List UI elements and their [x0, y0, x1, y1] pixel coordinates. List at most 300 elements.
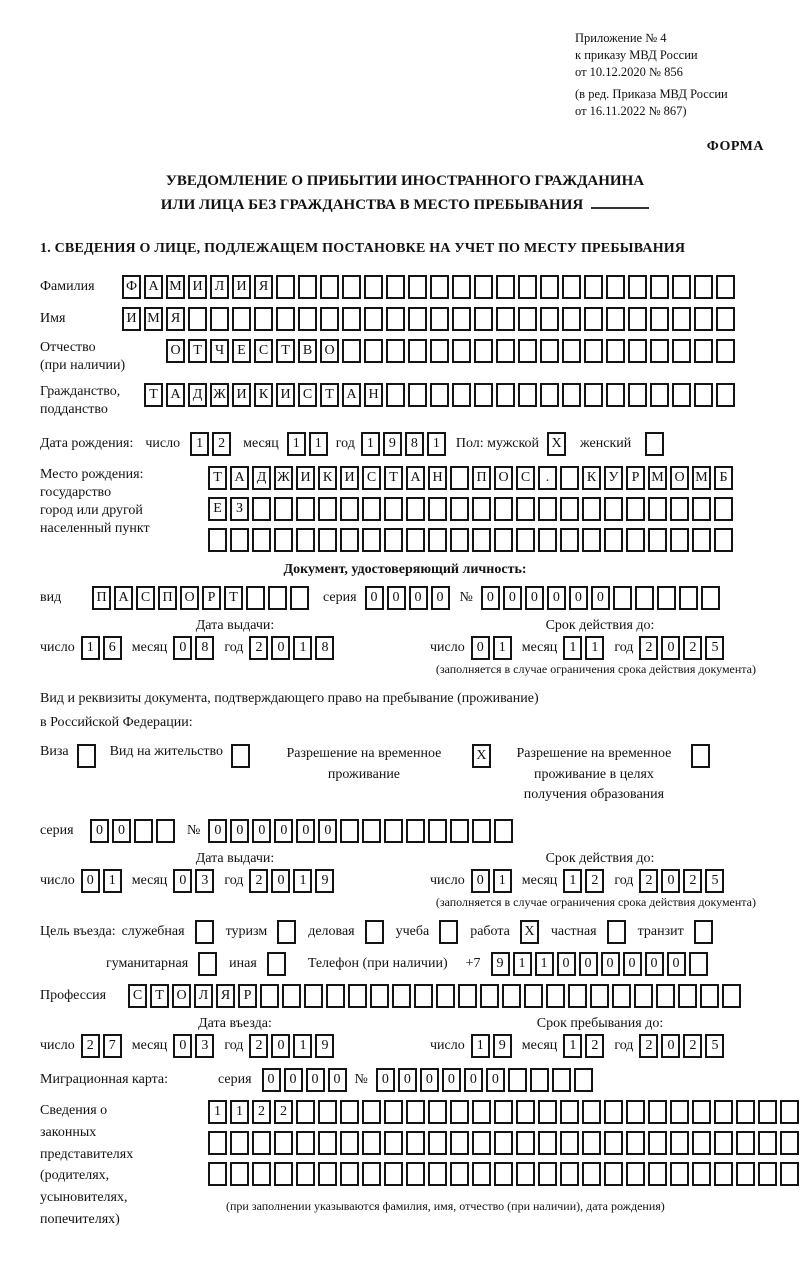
char-box: 1 [293, 636, 312, 660]
char-box [430, 383, 449, 407]
residence-permit-checkbox [231, 744, 250, 768]
char-box: 3 [195, 869, 214, 893]
char-box: 1 [563, 869, 582, 893]
char-box: З [230, 497, 249, 521]
char-box: 2 [639, 869, 658, 893]
char-box [362, 528, 381, 552]
char-box [562, 339, 581, 363]
char-box: О [172, 984, 191, 1008]
char-box: Т [188, 339, 207, 363]
day-label: число [145, 435, 181, 451]
char-box: Т [144, 383, 163, 407]
char-box: К [582, 466, 601, 490]
char-box [722, 984, 741, 1008]
sex-male-checkbox [547, 432, 566, 456]
char-box [298, 275, 317, 299]
char-box: П [472, 466, 491, 490]
identity-footnote: (заполняется в случае ограничения срока действия документа) [435, 661, 756, 676]
char-box [267, 952, 286, 976]
char-box [672, 383, 691, 407]
birth-place-rows [208, 466, 733, 558]
char-box [428, 1100, 447, 1124]
patronymic-note: (при наличии) [40, 358, 126, 374]
arrival-year-boxes [249, 1034, 334, 1058]
char-box: Р [202, 586, 221, 610]
issue-month-boxes [173, 636, 214, 660]
char-box [590, 984, 609, 1008]
char-box [276, 275, 295, 299]
char-box: 0 [557, 952, 576, 976]
issue-year-boxes [249, 636, 334, 660]
patronymic-label: Отчество (при наличии) [40, 339, 126, 374]
char-box: 9 [383, 432, 402, 456]
char-box [326, 984, 345, 1008]
char-box: С [298, 383, 317, 407]
field-birth-date [40, 432, 770, 456]
char-box: Т [320, 383, 339, 407]
char-box [560, 1100, 579, 1124]
field-birth-place [40, 466, 770, 558]
residence-expiry-year-boxes [639, 869, 724, 893]
char-box [672, 339, 691, 363]
char-box [670, 1162, 689, 1186]
char-box: 0 [271, 636, 290, 660]
char-box [780, 1162, 799, 1186]
field-surname [40, 275, 770, 299]
char-box [290, 586, 309, 610]
purpose-work-checkbox [520, 920, 539, 944]
identity-expiry-date: число 0 1 месяц 1 1 год 2 0 2 5 [430, 636, 734, 660]
char-box: 2 [683, 636, 702, 660]
identity-number-label: № [459, 589, 473, 605]
char-box [516, 1162, 535, 1186]
char-box: 0 [525, 586, 544, 610]
char-box [628, 307, 647, 331]
title-line-2: ИЛИ ЛИЦА БЕЗ ГРАЖДАНСТВА В МЕСТО ПРЕБЫВАНИЯ [40, 193, 770, 217]
char-box [208, 1162, 227, 1186]
char-box [540, 307, 559, 331]
char-box [606, 339, 625, 363]
issue-day-boxes [81, 636, 122, 660]
char-box [494, 1162, 513, 1186]
char-box [296, 528, 315, 552]
stay-heading: Срок пребывания до: [536, 1016, 664, 1032]
char-box: 0 [398, 1068, 417, 1092]
char-box: О [320, 339, 339, 363]
char-box [231, 744, 250, 768]
char-box: О [180, 586, 199, 610]
stay-until-date: число 1 9 месяц 1 2 год 2 0 2 5 [430, 1034, 734, 1058]
char-box [474, 307, 493, 331]
char-box [252, 497, 271, 521]
char-box [406, 497, 425, 521]
char-box: 2 [639, 636, 658, 660]
char-box [386, 275, 405, 299]
char-box [320, 275, 339, 299]
char-box: 0 [112, 819, 131, 843]
char-box [645, 432, 664, 456]
char-box [472, 819, 491, 843]
char-box [230, 1131, 249, 1155]
option-visa: Виза [40, 744, 96, 768]
char-box [650, 339, 669, 363]
char-box: В [298, 339, 317, 363]
char-box [408, 275, 427, 299]
char-box: 9 [493, 1034, 512, 1058]
char-box [452, 307, 471, 331]
legal-representatives-rows [208, 1100, 799, 1215]
char-box [692, 1100, 711, 1124]
purpose-transit-checkbox [694, 920, 713, 944]
char-box [474, 383, 493, 407]
char-box [508, 1068, 527, 1092]
residence-issue-year-boxes [249, 869, 334, 893]
visa-checkbox [77, 744, 96, 768]
char-box [716, 339, 735, 363]
char-box [318, 497, 337, 521]
char-box [450, 528, 469, 552]
char-box: 2 [249, 636, 268, 660]
char-box [430, 275, 449, 299]
char-box [648, 497, 667, 521]
char-box: 2 [81, 1034, 100, 1058]
purpose-other-checkbox [267, 952, 286, 976]
char-box [552, 1068, 571, 1092]
char-box [604, 1100, 623, 1124]
char-box [546, 984, 565, 1008]
field-migration-card [40, 1068, 770, 1092]
char-box [694, 275, 713, 299]
char-box: 1 [427, 432, 446, 456]
char-box [672, 307, 691, 331]
char-box: 6 [103, 636, 122, 660]
char-box [650, 383, 669, 407]
char-box [384, 1131, 403, 1155]
char-box [582, 497, 601, 521]
char-box [574, 1068, 593, 1092]
char-box [494, 1100, 513, 1124]
char-box [584, 275, 603, 299]
char-box [584, 307, 603, 331]
char-box [254, 307, 273, 331]
char-box [472, 1162, 491, 1186]
char-box: 1 [230, 1100, 249, 1124]
phone-label: Телефон (при наличии) [307, 956, 448, 972]
field-identity-doc [40, 586, 770, 610]
char-box [582, 528, 601, 552]
char-box [304, 984, 323, 1008]
entry-dates [40, 1034, 770, 1058]
char-box [156, 819, 175, 843]
char-box: П [158, 586, 177, 610]
char-box [296, 1100, 315, 1124]
char-box [502, 984, 521, 1008]
char-box [518, 383, 537, 407]
char-box: 0 [365, 586, 384, 610]
field-purpose-extra-phone: гуманитарная иная Телефон (при наличии) +7 9 1 1 0 0 0 0 0 0 [40, 952, 770, 976]
char-box: 0 [81, 869, 100, 893]
char-box [648, 1162, 667, 1186]
char-box [670, 528, 689, 552]
char-box [450, 497, 469, 521]
char-box [692, 528, 711, 552]
char-box: 0 [579, 952, 598, 976]
birth-place-row-2 [208, 497, 733, 521]
residence-issue-month-boxes [173, 869, 214, 893]
stay-year-boxes [639, 1034, 724, 1058]
char-box: А [342, 383, 361, 407]
char-box: 0 [284, 1068, 303, 1092]
char-box: Я [216, 984, 235, 1008]
char-box [340, 1162, 359, 1186]
char-box: А [230, 466, 249, 490]
char-box: 0 [503, 586, 522, 610]
char-box: О [166, 339, 185, 363]
char-box [472, 497, 491, 521]
residence-number-label: № [187, 823, 201, 839]
char-box [714, 1162, 733, 1186]
char-box [670, 497, 689, 521]
expiry-day-boxes [471, 636, 512, 660]
char-box: Ж [274, 466, 293, 490]
month-label: месяц [243, 435, 279, 451]
char-box [296, 1162, 315, 1186]
char-box [626, 1162, 645, 1186]
char-box [450, 1100, 469, 1124]
char-box: Л [194, 984, 213, 1008]
char-box: Я [166, 307, 185, 331]
char-box: 1 [361, 432, 380, 456]
char-box [252, 1131, 271, 1155]
identity-dates [40, 636, 770, 660]
char-box [716, 383, 735, 407]
char-box [634, 984, 653, 1008]
phone-prefix: +7 [465, 956, 481, 972]
char-box: К [318, 466, 337, 490]
char-box: 0 [328, 1068, 347, 1092]
char-box: 0 [623, 952, 642, 976]
char-box [648, 1100, 667, 1124]
char-box: Б [714, 466, 733, 490]
char-box [538, 1162, 557, 1186]
char-box [384, 1100, 403, 1124]
char-box [296, 1131, 315, 1155]
identity-series-boxes [365, 586, 450, 610]
char-box: 0 [547, 586, 566, 610]
char-box [584, 383, 603, 407]
char-box [365, 920, 384, 944]
char-box [582, 1131, 601, 1155]
char-box [348, 984, 367, 1008]
char-box: С [128, 984, 147, 1008]
char-box [607, 920, 626, 944]
char-box: Е [208, 497, 227, 521]
char-box: 2 [249, 1034, 268, 1058]
char-box: Я [254, 275, 273, 299]
char-box [736, 1131, 755, 1155]
char-box: 2 [212, 432, 231, 456]
char-box: 2 [683, 869, 702, 893]
char-box [694, 920, 713, 944]
identity-date-headings [40, 618, 770, 634]
char-box [626, 1100, 645, 1124]
char-box: 1 [81, 636, 100, 660]
char-box [246, 586, 265, 610]
char-box: С [136, 586, 155, 610]
char-box [524, 984, 543, 1008]
surname-boxes [122, 275, 735, 299]
identity-issue-date: число 1 6 месяц 0 8 год 2 0 1 8 [40, 636, 430, 660]
identity-doc-heading: Документ, удостоверяющий личность: [283, 561, 527, 577]
char-box [210, 307, 229, 331]
char-box [516, 1100, 535, 1124]
char-box [538, 1131, 557, 1155]
char-box: 0 [431, 586, 450, 610]
char-box: 5 [705, 636, 724, 660]
char-box [208, 528, 227, 552]
char-box: Н [364, 383, 383, 407]
char-box: 1 [493, 869, 512, 893]
char-box [274, 1162, 293, 1186]
char-box [716, 307, 735, 331]
char-box: 2 [249, 869, 268, 893]
char-box [650, 307, 669, 331]
char-box: 0 [274, 819, 293, 843]
expiry-month-boxes [563, 636, 604, 660]
char-box [274, 528, 293, 552]
char-box: 0 [471, 869, 490, 893]
char-box: 0 [569, 586, 588, 610]
char-box [406, 1162, 425, 1186]
char-box: А [406, 466, 425, 490]
field-citizenship [40, 383, 770, 419]
legal-row-1 [208, 1100, 799, 1124]
migration-series-boxes [262, 1068, 347, 1092]
char-box [406, 1100, 425, 1124]
char-box [384, 1162, 403, 1186]
field-profession [40, 984, 770, 1008]
char-box: Л [210, 275, 229, 299]
residence-dates [40, 869, 770, 893]
char-box [562, 275, 581, 299]
appendix-line: от 10.12.2020 № 856 [575, 64, 683, 79]
char-box [252, 528, 271, 552]
legal-representatives-footnote: (при заполнении указываются фамилия, имя, отчество (при наличии), дата рождения) [226, 1199, 665, 1214]
char-box: 9 [315, 869, 334, 893]
char-box [450, 1131, 469, 1155]
identity-type-label: вид [40, 589, 62, 605]
char-box: 0 [442, 1068, 461, 1092]
char-box: 0 [208, 819, 227, 843]
year-label: год [335, 435, 355, 451]
char-box [408, 307, 427, 331]
char-box: 9 [491, 952, 510, 976]
char-box [318, 528, 337, 552]
field-residence-series-number [40, 819, 770, 843]
char-box: 2 [639, 1034, 658, 1058]
residence-issue-day-boxes [81, 869, 122, 893]
char-box [386, 339, 405, 363]
residence-footnote: (заполняется в случае ограничения срока действия документа) [435, 895, 756, 910]
char-box: 8 [315, 636, 334, 660]
char-box: 7 [103, 1034, 122, 1058]
char-box [406, 819, 425, 843]
char-box [318, 1131, 337, 1155]
char-box [516, 528, 535, 552]
char-box: 0 [481, 586, 500, 610]
char-box: И [122, 307, 141, 331]
char-box: Т [150, 984, 169, 1008]
char-box: 3 [195, 1034, 214, 1058]
char-box [277, 920, 296, 944]
char-box [604, 528, 623, 552]
char-box [230, 1162, 249, 1186]
char-box [538, 1100, 557, 1124]
char-box: Т [384, 466, 403, 490]
char-box [582, 1162, 601, 1186]
char-box [656, 984, 675, 1008]
appendix-line: Приложение № 4 [575, 31, 667, 45]
char-box [364, 307, 383, 331]
char-box [364, 275, 383, 299]
char-box: И [188, 275, 207, 299]
char-box [428, 497, 447, 521]
title-blank-underline [591, 193, 649, 209]
char-box [672, 275, 691, 299]
char-box: 0 [464, 1068, 483, 1092]
char-box [318, 1162, 337, 1186]
purpose-humanitarian-checkbox [198, 952, 217, 976]
char-box [538, 528, 557, 552]
char-box [584, 339, 603, 363]
document-title [40, 171, 770, 217]
stay-day-boxes [471, 1034, 512, 1058]
char-box [414, 984, 433, 1008]
residence-issue-date: число 0 1 месяц 0 3 год 2 0 1 9 [40, 869, 430, 893]
char-box: 0 [420, 1068, 439, 1092]
char-box [268, 586, 287, 610]
char-box: 0 [271, 1034, 290, 1058]
char-box [342, 275, 361, 299]
char-box: 0 [661, 636, 680, 660]
residence-series-boxes [90, 819, 175, 843]
char-box: 1 [471, 1034, 490, 1058]
appendix-line: к приказу МВД России [575, 47, 698, 62]
char-box: 0 [409, 586, 428, 610]
char-box [694, 339, 713, 363]
char-box: 0 [318, 819, 337, 843]
char-box: 0 [601, 952, 620, 976]
char-box: Т [276, 339, 295, 363]
char-box [538, 497, 557, 521]
char-box [518, 307, 537, 331]
char-box: 1 [190, 432, 209, 456]
char-box [494, 497, 513, 521]
char-box [392, 984, 411, 1008]
char-box: 1 [103, 869, 122, 893]
char-box [320, 307, 339, 331]
legal-representatives-label: Сведения о законных представителях (родителях, усыновителях, попечителях) [40, 1103, 134, 1227]
char-box [758, 1100, 777, 1124]
char-box: 2 [252, 1100, 271, 1124]
char-box: 0 [591, 586, 610, 610]
char-box [282, 984, 301, 1008]
residence-number-boxes [208, 819, 513, 843]
char-box: С [516, 466, 535, 490]
migration-number-label: № [354, 1072, 368, 1088]
char-box [700, 984, 719, 1008]
char-box: 0 [173, 636, 192, 660]
